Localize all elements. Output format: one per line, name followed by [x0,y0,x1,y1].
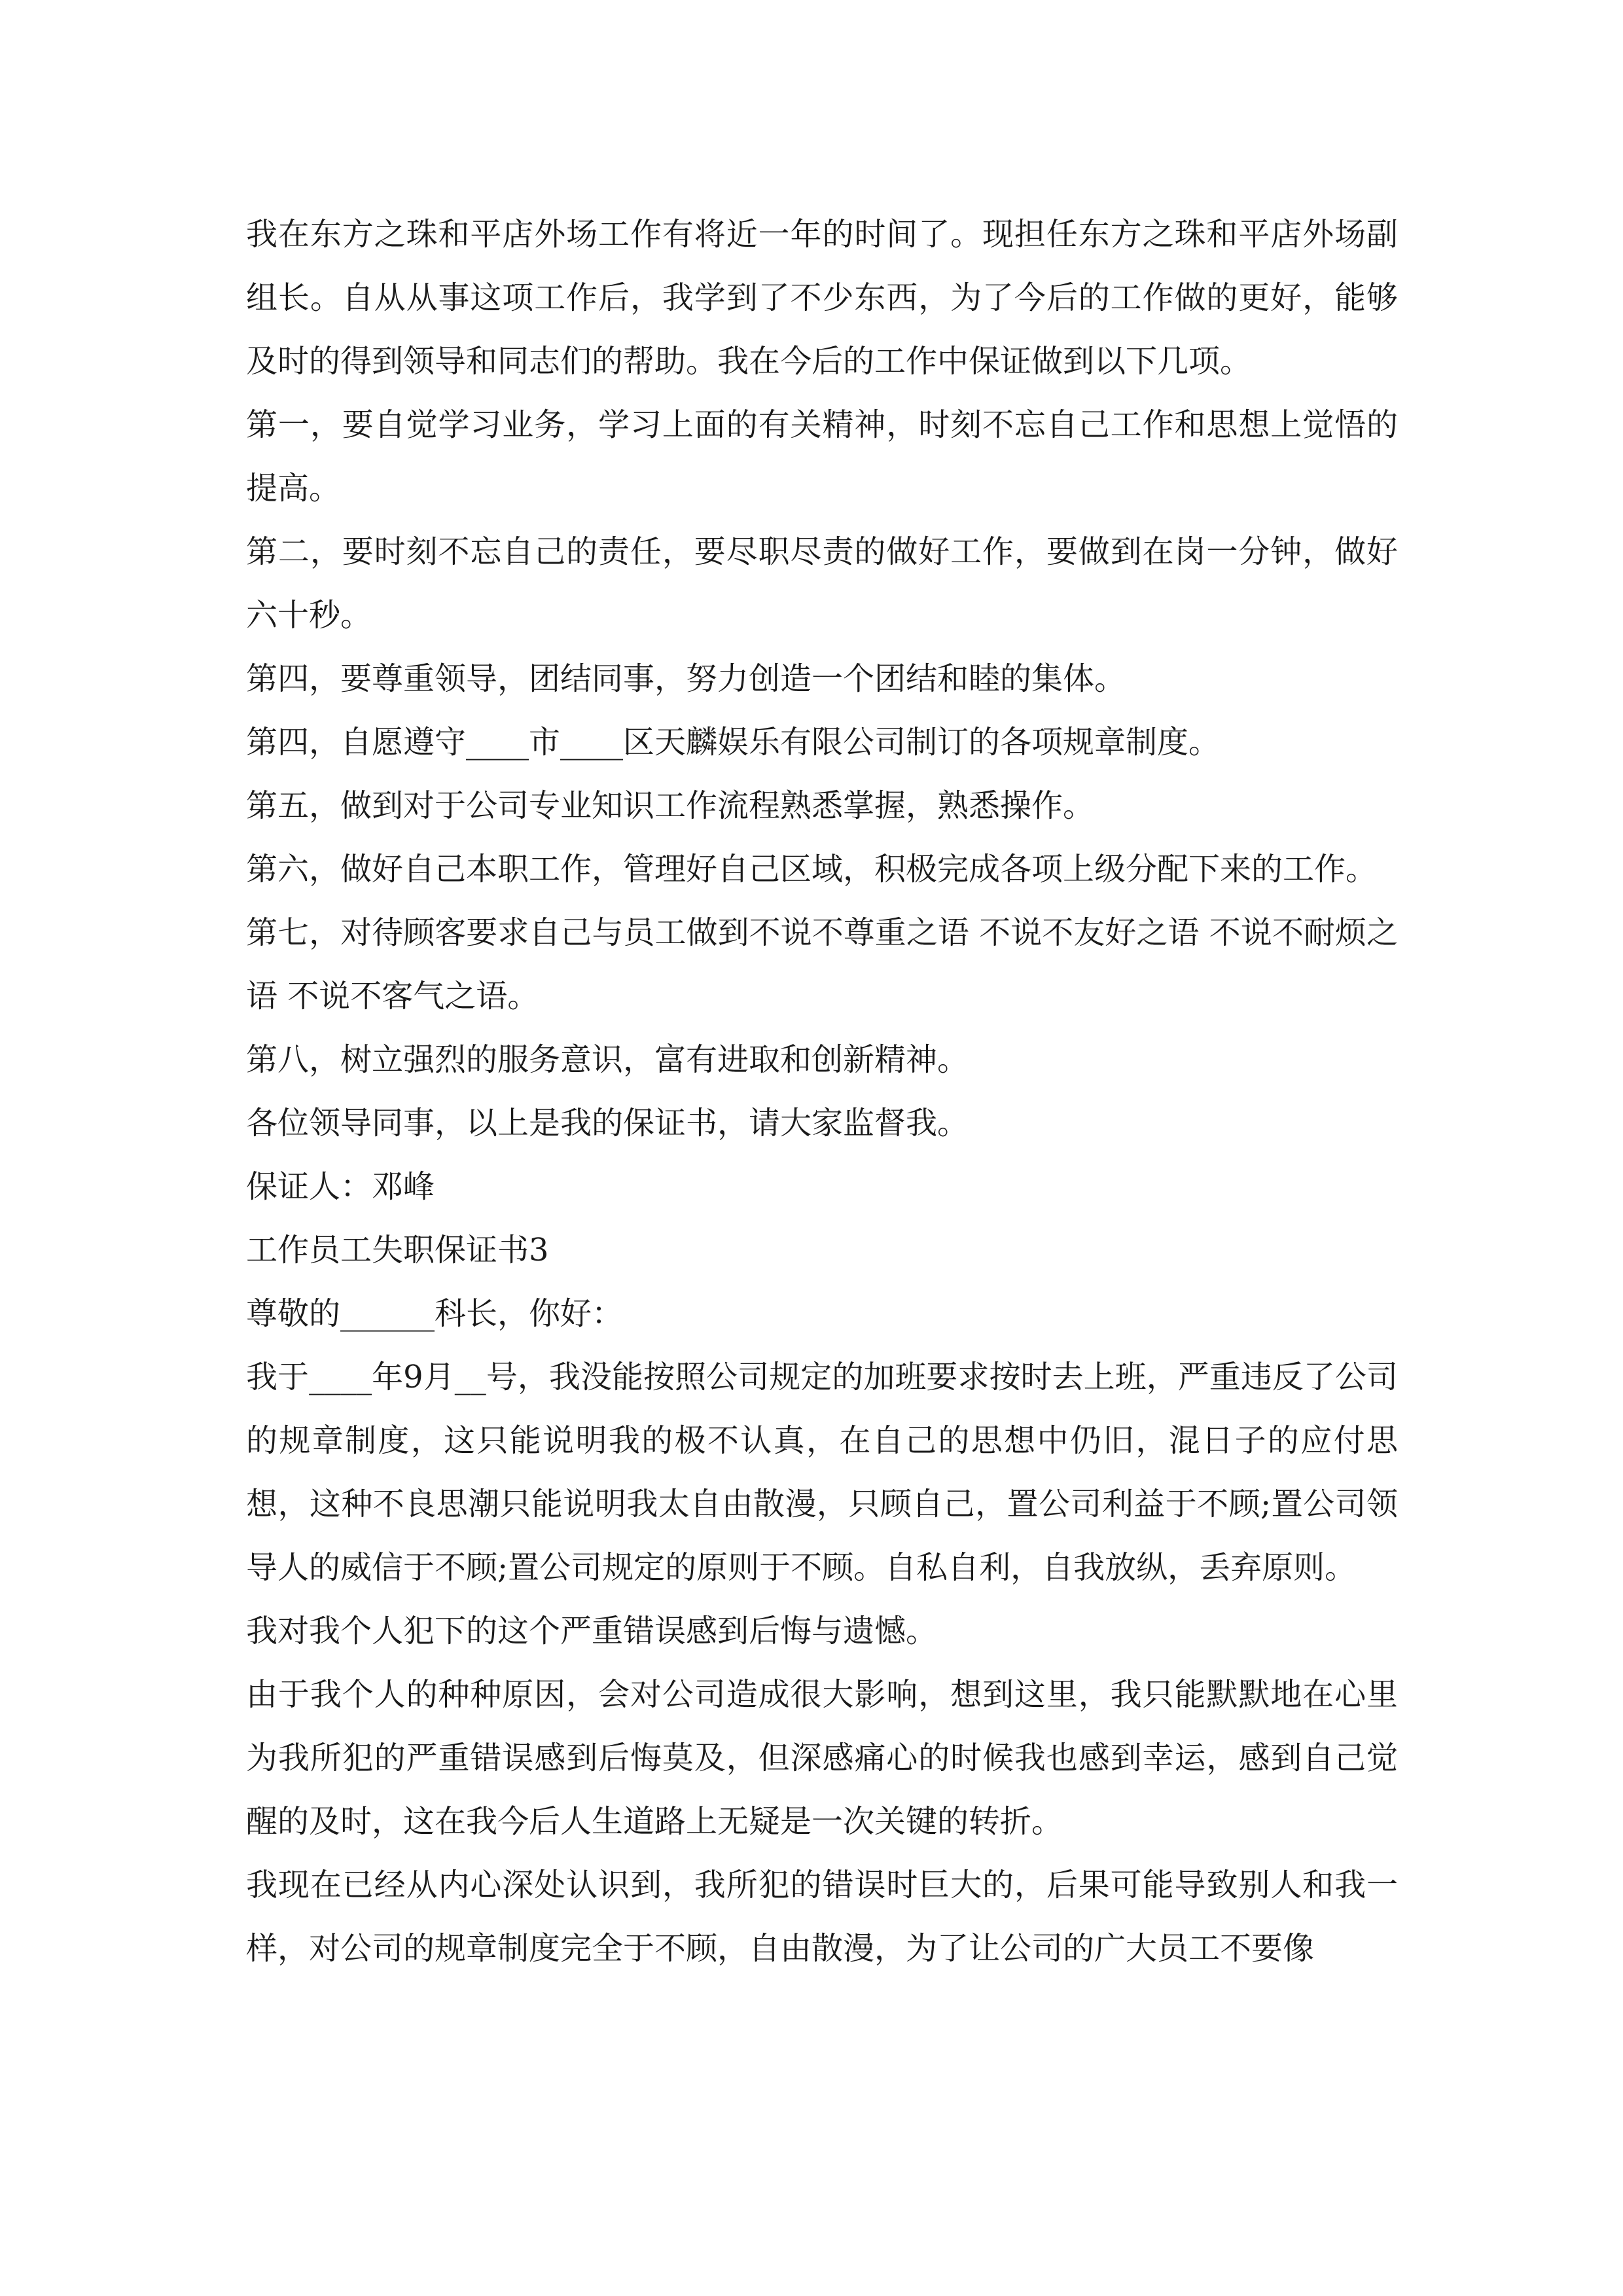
paragraph-item-6: 第六，做好自己本职工作，管理好自己区域，积极完成各项上级分配下来的工作。 [246,851,1378,888]
signature-line: 保证人：邓峰 [246,1168,435,1205]
paragraph-item-4b: 第四，自愿遵守____市____区天麟娱乐有限公司制订的各项规章制度。 [246,724,1221,761]
paragraph-closing: 各位领导同事，以上是我的保证书，请大家监督我。 [246,1105,969,1141]
paragraph-item-5: 第五，做到对于公司专业知识工作流程熟悉掌握，熟悉操作。 [246,787,1095,824]
paragraph-item-8: 第八，树立强烈的服务意识，富有进取和创新精神。 [246,1041,969,1078]
paragraph-realization: 我现在已经从内心深处认识到，我所犯的错误时巨大的，后果可能导致别人和我一样，对公司的规章制度完全于不顾，自由散漫，为了让公司的广大员工不要像 [246,1867,1398,1967]
paragraph-item-1: 第一，要自觉学习业务，学习上面的有关精神，时刻不忘自己工作和思想上觉悟的提高。 [246,406,1398,507]
document-body [246,203,1398,1981]
paragraph-item-2: 第二，要时刻不忘自己的责任，要尽职尽责的做好工作，要做到在岗一分钟，做好六十秒。 [246,533,1398,634]
paragraph-incident: 我于____年9月__号，我没能按照公司规定的加班要求按时去上班，严重违反了公司的规章制度，这只能说明我的极不认真，在自己的思想中仍旧，混日子的应付思想，这种不良思潮只能说明我太自由散漫，只顾自己，置公司利益于不顾;置公司领导人的威信于不顾;置公司规定的原则于不顾。自私自利，自我放纵，丢弃原则。 [246,1359,1398,1586]
section-title: 工作员工失职保证书3 [246,1232,549,1268]
paragraph-item-4a: 第四，要尊重领导，团结同事，努力创造一个团结和睦的集体。 [246,660,1126,697]
paragraph-intro: 我在东方之珠和平店外场工作有将近一年的时间了。现担任东方之珠和平店外场副组长。自从从事这项工作后，我学到了不少东西，为了今后的工作做的更好，能够及时的得到领导和同志们的帮助。我在今后的工作中保证做到以下几项。 [246,216,1398,380]
paragraph-reflection: 由于我个人的种种原因，会对公司造成很大影响，想到这里，我只能默默地在心里为我所犯的严重错误感到后悔莫及，但深感痛心的时候我也感到幸运，感到自己觉醒的及时，这在我今后人生道路上无疑是一次关键的转折。 [246,1676,1398,1840]
paragraph-item-7: 第七，对待顾客要求自己与员工做到不说不尊重之语 不说不友好之语 不说不耐烦之语 不说不客气之语。 [246,914,1398,1014]
paragraph-regret: 我对我个人犯下的这个严重错误感到后悔与遗憾。 [246,1613,938,1649]
salutation: 尊敬的______科长，你好： [246,1295,624,1332]
